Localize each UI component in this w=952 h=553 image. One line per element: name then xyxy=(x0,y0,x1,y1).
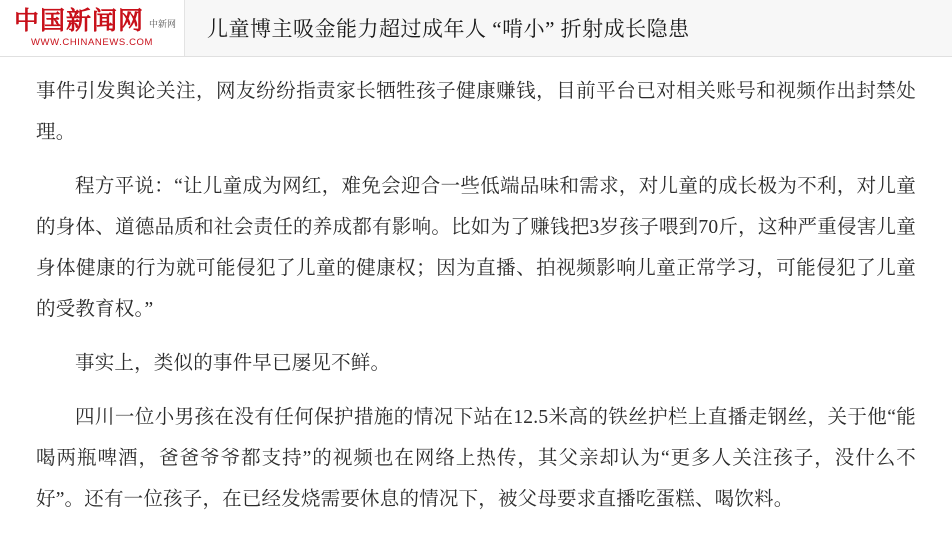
paragraph-gap-2 xyxy=(36,330,916,343)
logo-name-row xyxy=(0,9,184,34)
site-logo[interactable] xyxy=(0,0,184,56)
paragraph-3: 事实上，类似的事件早已屡见不鲜。 xyxy=(75,353,391,374)
logo-name-sub: 中新网 xyxy=(149,18,177,29)
paragraph-gap-3 xyxy=(36,384,916,397)
paragraph-gap-1 xyxy=(36,153,916,166)
paragraph-1: 事件引发舆论关注，网友纷纷指责家长牺牲孩子健康赚钱，目前平台已对相关账号和视频作出封禁处理。 xyxy=(36,81,916,143)
logo-url: WWW.CHINANEWS.COM xyxy=(30,36,154,48)
article-body xyxy=(0,57,952,520)
page-title: 儿童博主吸金能力超过成年人 “啃小” 折射成长隐患 xyxy=(207,17,690,41)
site-header xyxy=(0,0,952,57)
paragraph-2: 程方平说：“让儿童成为网红，难免会迎合一些低端品味和需求，对儿童的成长极为不利，对儿童的身体、道德品质和社会责任的养成都有影响。比如为了赚钱把3岁孩子喂到70斤，这种严重侵害儿童身体健康的行为就可能侵犯了儿童的健康权；因为直播、拍视频影响儿童正常学习，可能侵犯了儿童的受教育权。” xyxy=(36,176,916,320)
logo-name-cn: 中国新闻网 xyxy=(13,7,144,35)
paragraph-4: 四川一位小男孩在没有任何保护措施的情况下站在12.5米高的铁丝护栏上直播走钢丝，关于他“能喝两瓶啤酒，爸爸爷爷都支持”的视频也在网络上热传，其父亲却认为“更多人关注孩子，没什么不好”。还有一位孩子，在已经发烧需要休息的情况下，被父母要求直播吃蛋糕、喝饮料。 xyxy=(36,407,916,510)
